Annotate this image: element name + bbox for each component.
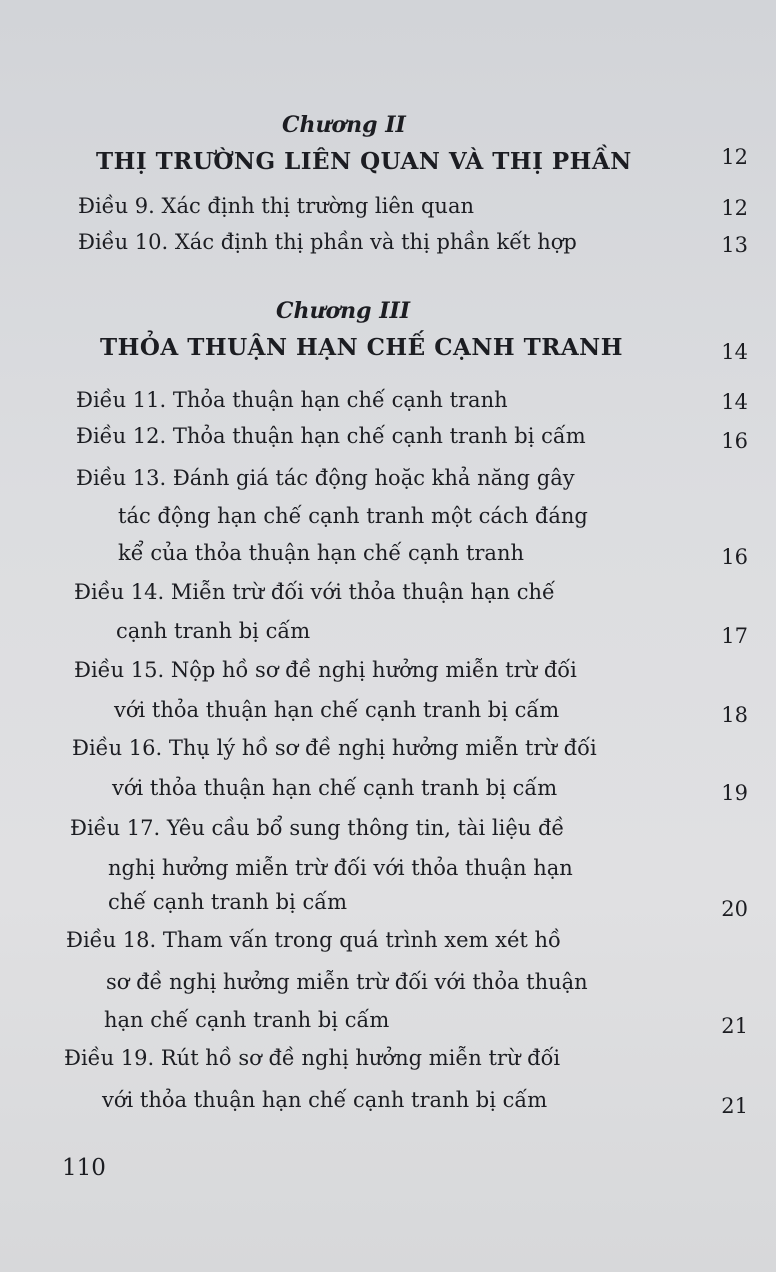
toc-page-number: 19 <box>721 781 748 805</box>
toc-entry-line: Điều 10. Xác định thị phần và thị phần kết hợp <box>78 230 577 254</box>
toc-entry-line: cạnh tranh bị cấm <box>116 619 311 643</box>
toc-page-number: 17 <box>721 624 748 648</box>
chapter-label: Chương III <box>276 298 411 324</box>
toc-page-number: 12 <box>721 196 748 220</box>
toc-entry-line: chế cạnh tranh bị cấm <box>108 890 347 914</box>
toc-page-number: 14 <box>721 390 748 414</box>
toc-entry-line: kể của thỏa thuận hạn chế cạnh tranh <box>118 541 524 565</box>
toc-entry-line: với thỏa thuận hạn chế cạnh tranh bị cấm <box>102 1088 548 1112</box>
toc-page-number: 21 <box>721 1094 748 1118</box>
toc-entry-line: Điều 16. Thụ lý hồ sơ đề nghị hưởng miễn trừ đối <box>72 736 597 760</box>
toc-entry-line: Điều 19. Rút hồ sơ đề nghị hưởng miễn trừ đối <box>64 1046 561 1070</box>
chapter-title: THỊ TRƯỜNG LIÊN QUAN VÀ THỊ PHẦN <box>96 148 632 175</box>
toc-entry-line: với thỏa thuận hạn chế cạnh tranh bị cấm <box>112 776 558 800</box>
chapter-label: Chương II <box>282 112 406 138</box>
page-folio-number: 110 <box>62 1155 106 1181</box>
chapter-page-number: 12 <box>721 145 748 169</box>
chapter-title: THỎA THUẬN HẠN CHẾ CẠNH TRANH <box>100 334 623 361</box>
toc-page-number: 16 <box>721 545 748 569</box>
toc-page-number: 18 <box>721 703 748 727</box>
toc-entry-line: nghị hưởng miễn trừ đối với thỏa thuận hạn <box>108 856 573 880</box>
toc-entry-line: Điều 15. Nộp hồ sơ đề nghị hưởng miễn trừ đối <box>74 658 577 682</box>
toc-entry-line: với thỏa thuận hạn chế cạnh tranh bị cấm <box>114 698 560 722</box>
toc-entry-line: Điều 9. Xác định thị trường liên quan <box>78 194 475 218</box>
toc-page-number: 13 <box>721 233 748 257</box>
toc-page-number: 21 <box>721 1014 748 1038</box>
toc-entry-line: tác động hạn chế cạnh tranh một cách đáng <box>118 504 588 528</box>
toc-entry-line: Điều 18. Tham vấn trong quá trình xem xét hồ <box>66 928 561 952</box>
toc-entry-line: Điều 14. Miễn trừ đối với thỏa thuận hạn chế <box>74 580 555 604</box>
toc-entry-line: Điều 11. Thỏa thuận hạn chế cạnh tranh <box>76 388 508 412</box>
toc-page-number: 16 <box>721 429 748 453</box>
toc-page-number: 20 <box>721 897 748 921</box>
toc-entry-line: Điều 13. Đánh giá tác động hoặc khả năng gây <box>76 466 575 490</box>
chapter-page-number: 14 <box>721 340 748 364</box>
toc-entry-line: sơ đề nghị hưởng miễn trừ đối với thỏa thuận <box>106 970 588 994</box>
toc-entry-line: Điều 12. Thỏa thuận hạn chế cạnh tranh bị cấm <box>76 424 586 448</box>
toc-entry-line: hạn chế cạnh tranh bị cấm <box>104 1008 390 1032</box>
toc-entry-line: Điều 17. Yêu cầu bổ sung thông tin, tài liệu đề <box>70 816 565 840</box>
